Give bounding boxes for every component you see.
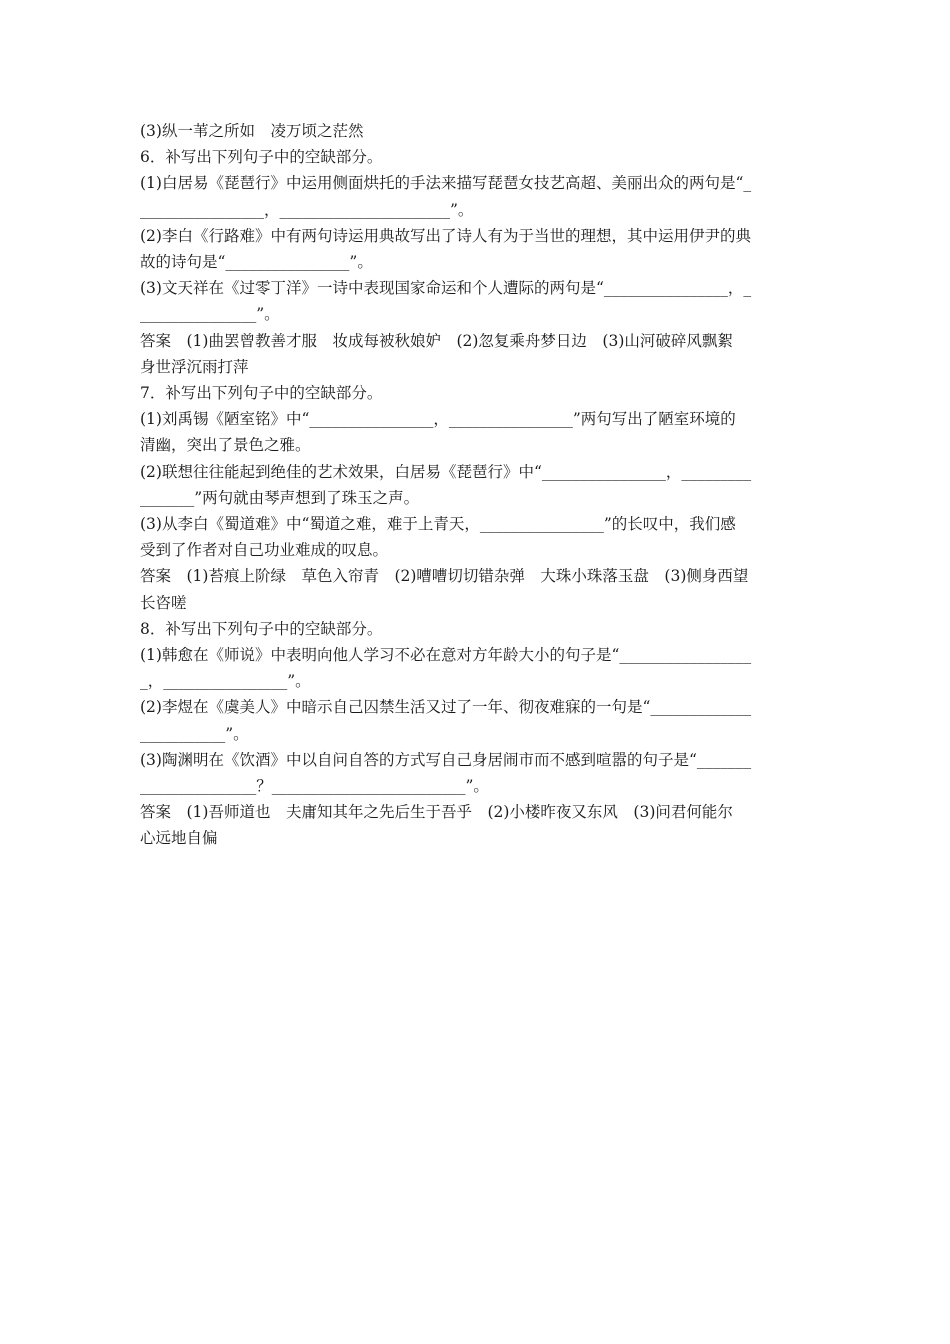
answer-line: 心远地自偏 <box>140 829 218 848</box>
answer-line: 答案 (1)曲罢曾教善才服 妆成每被秋娘妒 (2)忽复乘舟梦日边 (3)山河破碎风飘絮 <box>140 331 733 350</box>
question-heading: 8．补写出下列句子中的空缺部分。 <box>140 619 383 638</box>
text-line: _______”两句就由琴声想到了珠玉之声。 <box>140 488 420 507</box>
text-line: (2)李白《行路难》中有两句诗运用典故写出了诗人有为于当世的理想，其中运用伊尹的典 <box>140 226 751 245</box>
text-line: (1)白居易《琵琶行》中运用侧面烘托的手法来描写琵琶女技艺高超、美丽出众的两句是“_ <box>140 174 752 193</box>
question-heading: 7．补写出下列句子中的空缺部分。 <box>140 384 383 403</box>
text-line: ___________”。 <box>140 724 249 743</box>
text-line: (3)从李白《蜀道难》中“蜀道之难，难于上青天，________________”的长叹中，我们感 <box>140 515 736 534</box>
text-line: _，________________”。 <box>140 672 311 691</box>
answer-line: 答案 (1)吾师道也 夫庸知其年之先后生于吾乎 (2)小楼昨夜又东风 (3)问君何能尔 <box>140 803 733 822</box>
answer-line: 答案 (1)苔痕上阶绿 草色入帘青 (2)嘈嘈切切错杂弹 大珠小珠落玉盘 (3)侧身西望 <box>140 567 749 586</box>
text-line: 清幽，突出了景色之雅。 <box>140 436 311 455</box>
text-line: 故的诗句是“________________”。 <box>140 253 373 272</box>
text-line: _______________？_________________________”。 <box>140 777 489 796</box>
document-body <box>140 118 812 852</box>
text-line: (3)文天祥在《过零丁洋》一诗中表现国家命运和个人遭际的两句是“________________，_ <box>140 279 752 298</box>
text-line: (1)韩愈在《师说》中表明向他人学习不必在意对方年龄大小的句子是“_________________ <box>140 646 752 665</box>
answer-line: 身世浮沉雨打萍 <box>140 357 249 376</box>
text-line: (3)陶渊明在《饮酒》中以自问自答的方式写自己身居闹市而不感到喧嚣的句子是“_______ <box>140 750 752 769</box>
text-line: (2)李煜在《虞美人》中暗示自己囚禁生活又过了一年、彻夜难寐的一句是“_____________ <box>140 698 752 717</box>
text-line: (3)纵一苇之所如 凌万顷之茫然 <box>140 122 364 140</box>
text-line: 受到了作者对自己功业难成的叹息。 <box>140 541 389 560</box>
text-line: (2)联想往往能起到绝佳的艺术效果，白居易《琵琶行》中“________________，_________ <box>140 462 752 481</box>
text-line: ________________，______________________”。 <box>140 200 474 219</box>
question-heading: 6．补写出下列句子中的空缺部分。 <box>140 148 383 167</box>
text-line: _______________”。 <box>140 305 280 324</box>
text-line: (1)刘禹锡《陋室铭》中“________________，________________”两句写出了陋室环境的 <box>140 410 736 429</box>
answer-line: 长咨嗟 <box>140 593 187 612</box>
